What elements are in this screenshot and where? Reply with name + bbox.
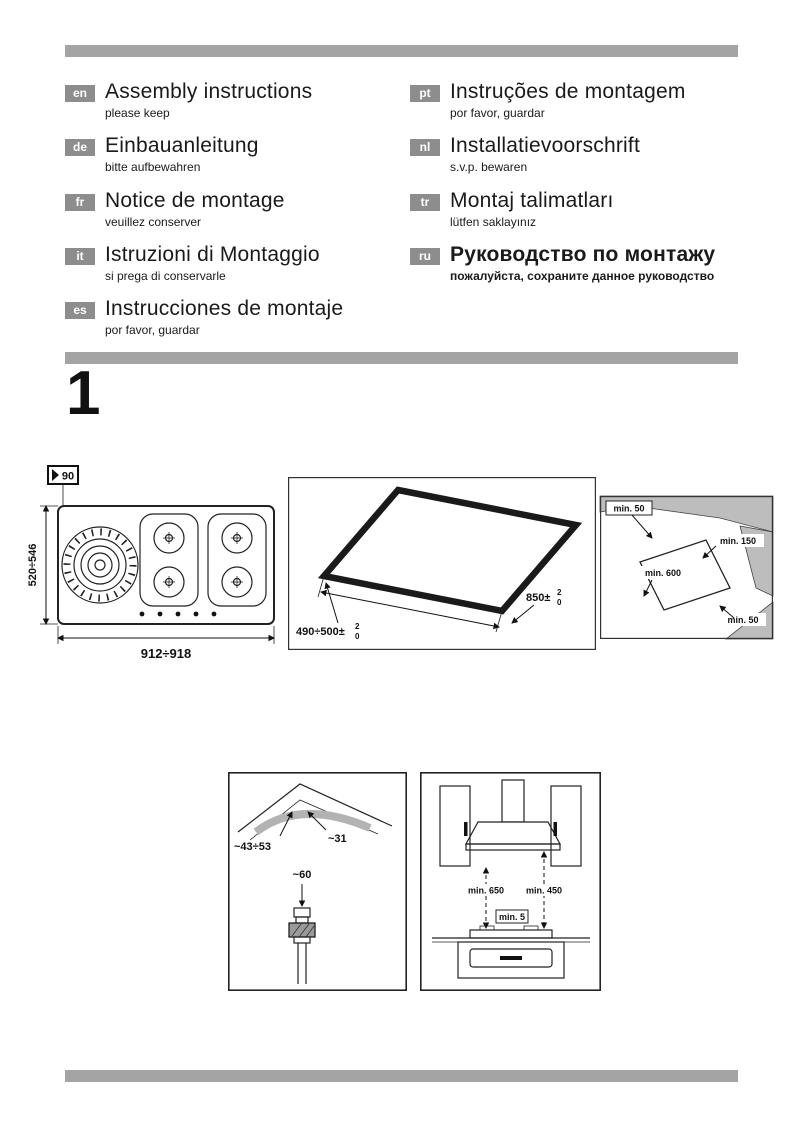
hob-gap-label: min. 5 [498, 912, 526, 922]
cutout-depth-dimension [296, 583, 360, 641]
language-badge-pt: pt [410, 85, 440, 102]
worktop-cutout-diagram [288, 477, 596, 650]
pipe-height-dimension [293, 869, 312, 906]
language-text-es [105, 297, 343, 338]
cutout-depth-tolerance-minus: 0 [355, 632, 360, 641]
gas-connection-diagram [228, 772, 407, 991]
hob-width-dimension [58, 626, 274, 661]
language-title-en: Assembly instructions [105, 80, 313, 103]
language-entry-es [65, 297, 410, 338]
top-divider-bar [65, 45, 738, 57]
language-subtitle-ru: пожалуйста, сохраните данное руководство [450, 269, 715, 284]
language-title-es: Instrucciones de montaje [105, 297, 344, 321]
language-entry-ru [410, 243, 795, 284]
language-title-tr: Montaj talimatları [450, 188, 614, 212]
language-text-ru [450, 243, 715, 284]
language-subtitle-tr: lütfen saklayınız [450, 214, 537, 229]
corner-width-label: ~43÷53 [234, 841, 271, 853]
language-title-it: Istruzioni di Montaggio [105, 242, 320, 266]
corner-badge-90 [48, 466, 78, 506]
gas-pipe-fitting [289, 908, 315, 984]
language-text-tr [450, 189, 614, 230]
hood-right-height-label: min. 450 [525, 885, 563, 896]
language-text-nl [450, 134, 640, 175]
language-badge-en: en [65, 85, 95, 102]
language-column-left [65, 80, 410, 352]
hob-height-label: 520÷546 [27, 543, 39, 587]
figure-number: 1 [66, 359, 101, 428]
middle-divider-bar [65, 352, 738, 364]
clearance-rear-label: min. 50 [613, 503, 645, 514]
language-text-it [105, 243, 320, 284]
language-entry-tr [410, 189, 795, 230]
wall-cabinet-right [551, 786, 581, 866]
language-title-fr: Notice de montage [105, 188, 285, 212]
clearance-front [720, 606, 766, 626]
language-subtitle-pt: por favor, guardar [450, 106, 545, 121]
language-subtitle-en: please keep [105, 106, 170, 121]
clearance-distances-diagram [600, 496, 773, 639]
hob-and-counter [432, 926, 590, 942]
corner-depth-label: ~31 [328, 833, 347, 845]
cutout-depth-tolerance-plus: 2 [355, 622, 360, 631]
language-title-ru: Руководство по монтажу [450, 242, 716, 266]
corner-walls [238, 784, 392, 840]
language-entry-pt [410, 80, 795, 121]
language-text-en [105, 80, 312, 121]
cutout-width-tolerance-plus: 2 [557, 588, 562, 597]
language-column-right [410, 80, 795, 297]
language-subtitle-nl: s.v.p. bewaren [450, 160, 528, 175]
language-badge-fr: fr [65, 194, 95, 211]
language-subtitle-it: si prega di conservarle [105, 269, 226, 284]
language-badge-ru: ru [410, 248, 440, 265]
language-badge-tr: tr [410, 194, 440, 211]
language-title-de: Einbauanleitung [105, 134, 259, 158]
bottom-divider-bar [65, 1070, 738, 1082]
hob-top-view-diagram [28, 460, 280, 662]
language-badge-es: es [65, 302, 95, 319]
cutout-width-tolerance-minus: 0 [557, 598, 562, 607]
language-title-nl: Installatievoorschrift [450, 134, 640, 158]
language-subtitle-es: por favor, guardar [105, 323, 200, 338]
language-entry-en [65, 80, 410, 121]
hob-corner-badge-label: 90 [61, 470, 75, 483]
hood-right-height-dimension [522, 852, 566, 928]
hood-left-height-label: min. 650 [467, 885, 505, 896]
language-entry-it [65, 243, 410, 284]
hob-height-dimension [27, 506, 58, 624]
language-text-de [105, 134, 259, 175]
clearance-right-wall-label: min. 150 [719, 536, 757, 546]
hood-clearance-diagram [420, 772, 601, 991]
language-entry-de [65, 134, 410, 175]
language-subtitle-fr: veuillez conserver [105, 214, 202, 229]
hob-width-label: 912÷918 [140, 646, 192, 661]
language-entry-nl [410, 134, 795, 175]
clearance-rear [606, 501, 652, 538]
language-text-pt [450, 80, 686, 121]
cutout-width-label: 850± [526, 592, 551, 604]
language-entry-fr [65, 189, 410, 230]
language-badge-nl: nl [410, 139, 440, 156]
cutout-depth-label: 490÷500± [296, 626, 345, 638]
clearance-front-label: min. 50 [727, 615, 759, 625]
hob-gap-dimension [496, 910, 528, 923]
pipe-height-label: ~60 [292, 869, 312, 881]
base-cabinet-drawer [458, 942, 564, 978]
language-title-pt: Instruções de montagem [450, 80, 686, 103]
language-text-fr [105, 189, 285, 230]
clearance-front-depth-label: min. 600 [644, 568, 682, 578]
extractor-hood [466, 780, 560, 850]
wall-cabinet-left [440, 786, 470, 866]
language-badge-de: de [65, 139, 95, 156]
language-badge-it: it [65, 248, 95, 265]
language-subtitle-de: bitte aufbewahren [105, 160, 201, 175]
